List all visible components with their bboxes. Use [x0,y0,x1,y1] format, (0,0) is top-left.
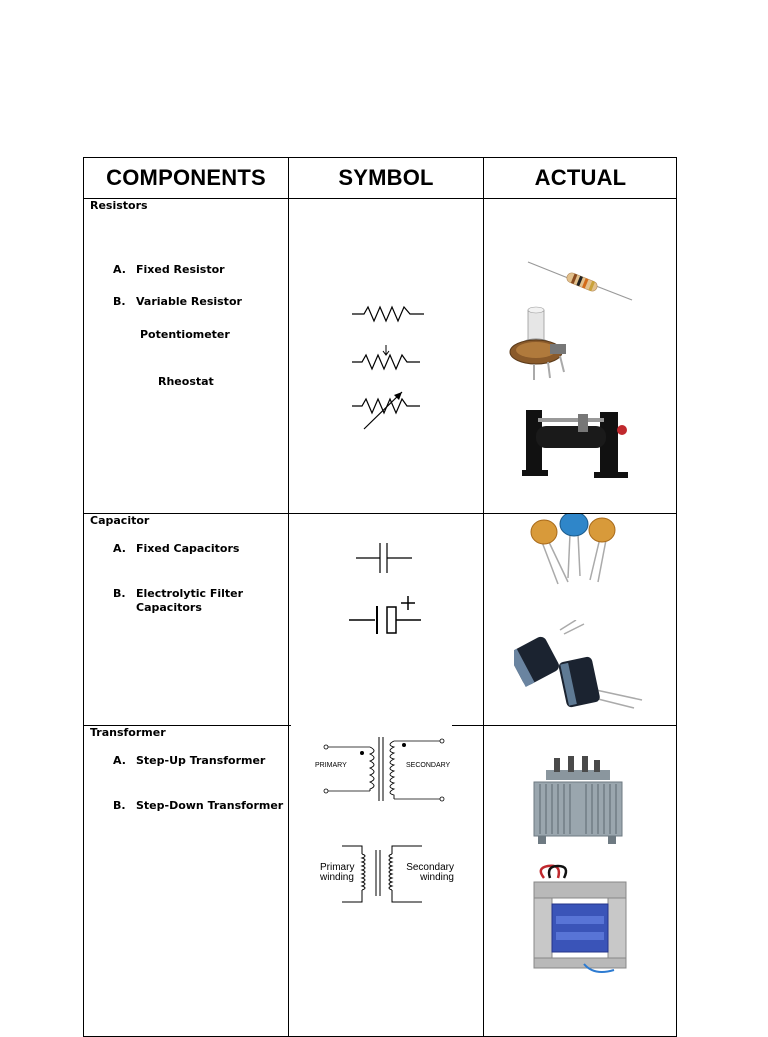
fixed-resistor-symbol [352,304,424,324]
item-rheostat: Rheostat [158,375,214,388]
secondary-label: SECONDARY [406,762,451,769]
column-divider [483,158,484,1036]
secondary-winding-label: Secondary winding [406,862,454,883]
rheostat-symbol [352,388,420,432]
step-down-transformer-photo [524,864,634,976]
item-step-down-transformer: B. Step-Down Transformer [113,799,284,812]
electrolytic-capacitors-photo [514,620,646,710]
section-title-capacitor: Capacitor [90,514,150,527]
rheostat-photo [520,398,632,480]
section-title-transformer: Transformer [90,726,166,739]
fixed-capacitors-photo [528,514,620,588]
header-components: COMPONENTS [106,165,266,190]
item-fixed-capacitors: A. Fixed Capacitors [113,542,240,555]
step-up-transformer-photo [528,752,628,852]
item-variable-resistor: B. Variable Resistor [113,295,242,308]
row-divider [452,725,676,726]
section-title-resistors: Resistors [90,199,148,212]
fixed-capacitor-symbol [356,541,412,575]
potentiometer-photo [504,306,584,386]
primary-winding-label: Primary winding [320,862,355,883]
header-symbol: SYMBOL [338,165,434,190]
row-divider [84,198,676,199]
components-table [83,157,677,1037]
potentiometer-symbol [352,344,420,374]
fixed-resistor-photo [526,258,636,302]
primary-label: PRIMARY [315,762,347,769]
column-divider [288,158,289,1036]
item-step-up-transformer: A. Step-Up Transformer [113,754,266,767]
header-actual: ACTUAL [534,165,627,190]
electrolytic-capacitor-symbol [349,593,421,638]
item-potentiometer: Potentiometer [140,328,230,341]
item-electrolytic-capacitors: B. Electrolytic Filter Capacitors [113,587,244,614]
item-fixed-resistor: A. Fixed Resistor [113,263,225,276]
